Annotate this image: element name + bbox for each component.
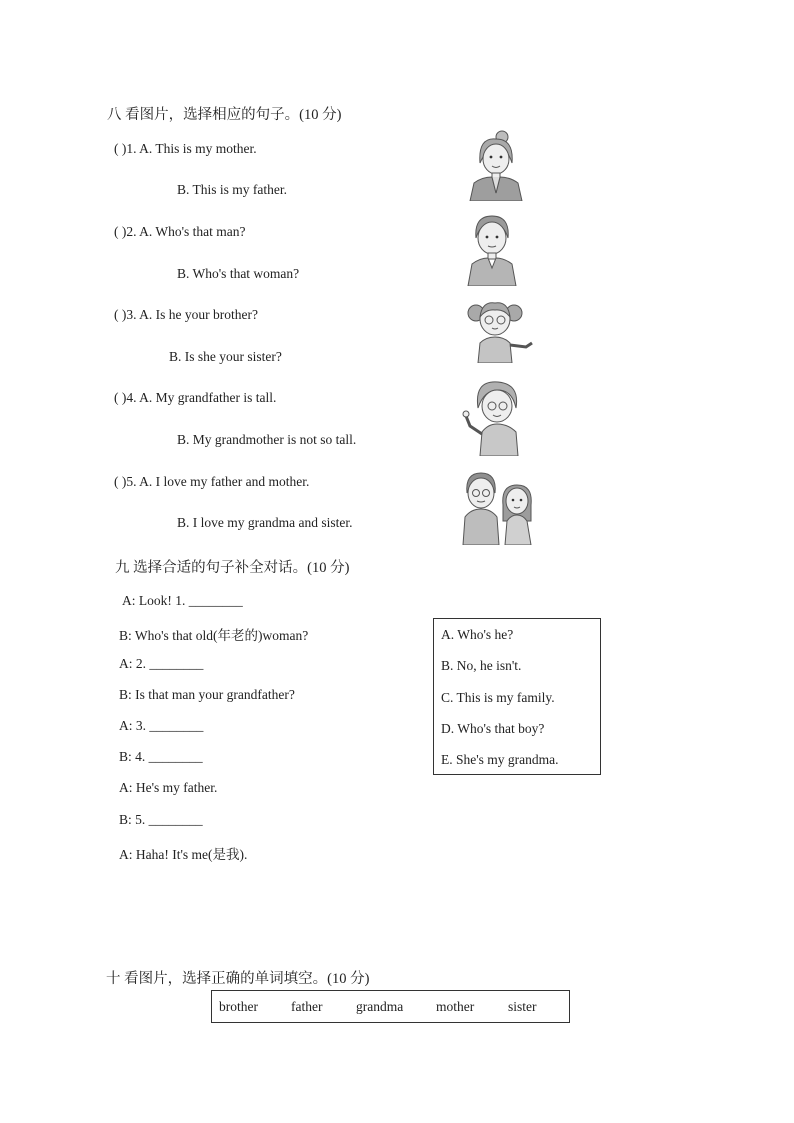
section-8-title: 八 看图片，选择相应的句子。(10 分)	[107, 107, 342, 123]
option-e: E. She's my grandma.	[441, 752, 559, 767]
man-icon	[462, 210, 522, 286]
option-d: D. Who's that boy?	[441, 721, 545, 736]
question-5-option-a: ( )5. A. I love my father and mother.	[114, 474, 310, 489]
section-10-title: 十 看图片，选择正确的单词填空。(10 分)	[106, 971, 370, 987]
option-a: A. Who's he?	[441, 627, 514, 642]
dialogue-line-5: A: 3. ________	[119, 718, 204, 733]
word-sister: sister	[508, 999, 537, 1014]
dialogue-line-7: A: He's my father.	[119, 780, 218, 795]
question-3-option-a: ( )3. A. Is he your brother?	[114, 307, 258, 322]
section-9-title: 九 选择合适的句子补全对话。(10 分)	[115, 560, 350, 576]
dialogue-line-8: B: 5. ________	[119, 812, 203, 827]
option-c: C. This is my family.	[441, 690, 555, 705]
word-father: father	[291, 999, 323, 1014]
man-and-girl-icon	[461, 469, 541, 545]
question-2-option-a: ( )2. A. Who's that man?	[114, 224, 246, 239]
dialogue-line-1: A: Look! 1. ________	[122, 593, 243, 608]
options-box	[433, 618, 601, 775]
dialogue-line-3: A: 2. ________	[119, 656, 204, 671]
word-grandma: grandma	[356, 999, 404, 1014]
grandmother-waving-icon	[462, 376, 526, 456]
girl-with-pigtails-icon	[464, 295, 536, 363]
question-5-option-b: B. I love my grandma and sister.	[177, 515, 353, 530]
dialogue-line-9: A: Haha! It's me(是我).	[119, 847, 248, 862]
word-mother: mother	[436, 999, 475, 1014]
question-1-option-a: ( )1. A. This is my mother.	[114, 141, 257, 156]
option-b: B. No, he isn't.	[441, 658, 522, 673]
question-4-option-a: ( )4. A. My grandfather is tall.	[114, 390, 277, 405]
word-bank-box	[211, 990, 570, 1023]
question-1-option-b: B. This is my father.	[177, 182, 287, 197]
question-4-option-b: B. My grandmother is not so tall.	[177, 432, 357, 447]
question-2-option-b: B. Who's that woman?	[177, 266, 300, 281]
dialogue-line-4: B: Is that man your grandfather?	[119, 687, 295, 702]
word-brother: brother	[219, 999, 258, 1014]
question-3-option-b: B. Is she your sister?	[169, 349, 282, 364]
woman-with-bun-icon	[462, 127, 530, 201]
dialogue-line-6: B: 4. ________	[119, 749, 203, 764]
dialogue-line-2: B: Who's that old(年老的)woman?	[119, 628, 309, 643]
